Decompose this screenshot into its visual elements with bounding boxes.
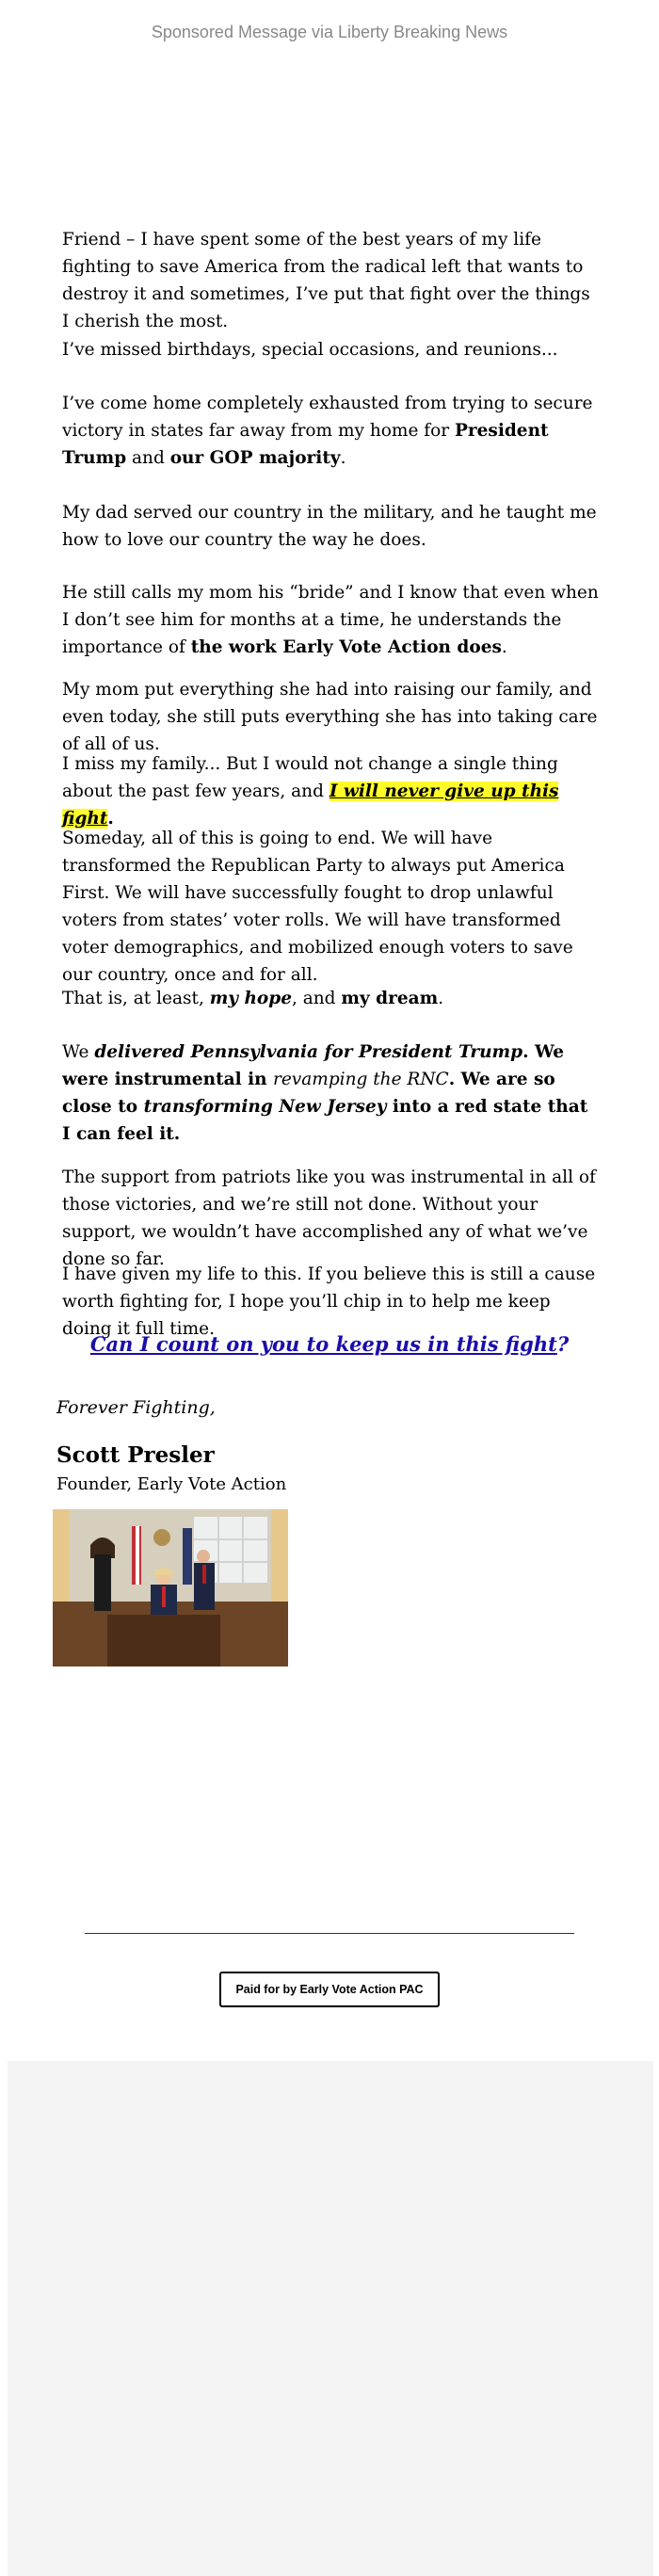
paragraph-3: I’ve come home completely exhausted from trying to secure victory in states far away from my home for President Trump and our GOP majority.: [62, 394, 593, 468]
paragraph-8: Someday, all of this is going to end. We will have transformed the Republican Party to always put America First. We will have successfully fought to drop unlawful voters from states’ voter rolls. We will have transformed voter demographics, and mobilized enough voters to save our country, once and for all.: [62, 829, 573, 985]
footer-background: [8, 2061, 653, 2576]
paragraph-5: He still calls my mom his “bride” and I know that even when I don’t see him for months at a time, he understands the importance of the work Early Vote Action does.: [62, 583, 599, 657]
paragraph-12: I have given my life to this. If you believe this is still a cause worth fighting for, I hope you’ll chip in to help me keep doing it full time.: [62, 1264, 596, 1339]
paragraph-9: That is, at least, my hope, and my dream.: [62, 989, 444, 1008]
paragraph-1: Friend – I have spent some of the best years of my life fighting to save America from the radical left that wants to destroy it and sometimes, I’ve put that fight over the things I cherish the most.: [62, 230, 590, 331]
signer-name: Scott Presler: [56, 1442, 215, 1468]
donate-link[interactable]: Can I count on you to keep us in this fight: [89, 1332, 557, 1356]
signer-title: Founder, Early Vote Action: [56, 1474, 287, 1494]
closing-line: Forever Fighting,: [56, 1397, 216, 1418]
donate-call-to-action: Can I count on you to keep us in this fight?: [89, 1332, 570, 1356]
oval-office-photo: [53, 1509, 288, 1666]
paragraph-2: I’ve missed birthdays, special occasions, and reunions...: [62, 340, 558, 360]
photo-illustration: [53, 1509, 288, 1666]
sponsored-header: Sponsored Message via Liberty Breaking News: [151, 23, 508, 41]
paragraph-4: My dad served our country in the military, and he taught me how to love our country the way he does.: [62, 503, 597, 550]
footer-divider: [85, 1933, 574, 1934]
paid-for-button[interactable]: Paid for by Early Vote Action PAC: [219, 1972, 440, 2007]
paragraph-7: I miss my family... But I would not change a single thing about the past few years, and I will never give up this fight.: [62, 754, 559, 829]
paragraph-11: The support from patriots like you was instrumental in all of those victories, and we’re still not done. Without your support, we wouldn’t have accomplished any of what we’ve done so far.: [62, 1167, 596, 1269]
paragraph-10: We delivered Pennsylvania for President Trump. We were instrumental in revamping the RNC. We are so close to transforming New Jersey into a red state that I can feel it.: [62, 1042, 588, 1144]
highlighted-pledge: I will never give up this fight: [62, 781, 559, 829]
paragraph-6: My mom put everything she had into raising our family, and even today, she still puts everything she has into taking care of all of us.: [62, 680, 598, 754]
